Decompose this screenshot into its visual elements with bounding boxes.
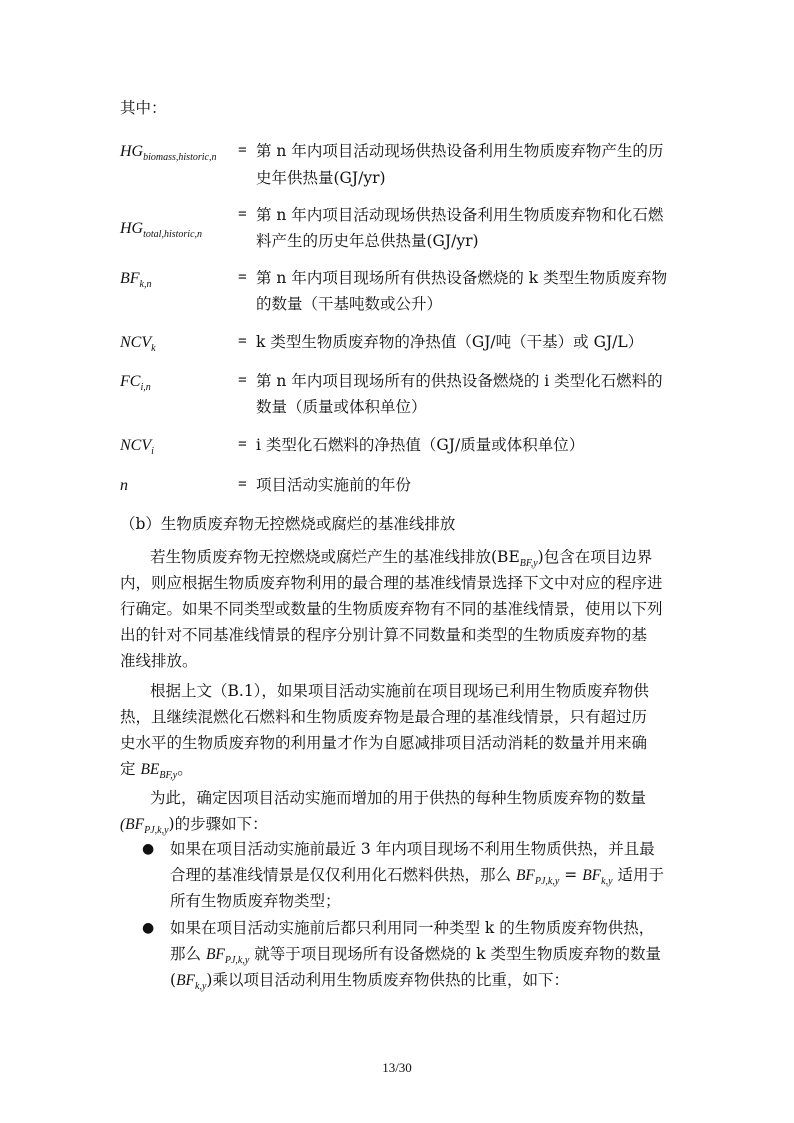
bullet-line: 那么 $BF_{PJ,k,y}$ 就等于项目现场所有设备燃烧的 k 类型生物质废弃物的数量: [170, 945, 661, 967]
bullet-line: 合理的基准线情景是仅仅利用化石燃料供热，那么 $BF_{PJ,k,y} = BF_{k,y}$ 适用于: [170, 866, 664, 888]
bullet-line: 如果在项目活动实施前最近 3 年内项目现场不利用生物质供热，并且最: [170, 840, 655, 858]
paragraph-line: $(BF_{PJ,k,y})$的步骤如下：: [120, 815, 268, 837]
section-heading: （b）生物质废弃物无控燃烧或腐烂的基准线排放: [120, 515, 456, 533]
definition-text: k 类型生物质废弃物的净热值（GJ/吨（干基）或 GJ/L）: [256, 333, 644, 351]
symbol-n: n: [120, 477, 128, 494]
definition-text: i 类型化石燃料的净热值（GJ/质量或体积单位）: [256, 436, 585, 454]
equals-sign: =: [238, 476, 247, 493]
paragraph-line: 内，则应根据生物质废弃物利用的最合理的基准线情景选择下文中对应的程序进: [120, 574, 663, 592]
bullet-dot: ●: [142, 841, 155, 857]
definition-text: 项目活动实施前的年份: [256, 476, 412, 494]
definition-text: 第 n 年内项目现场所有供热设备燃烧的 k 类型生物质废弃物: [256, 269, 668, 287]
definition-text: 第 n 年内项目现场所有的供热设备燃烧的 i 类型化石燃料的: [256, 372, 663, 390]
paragraph-line: 定 $BE_{BF,y}$。: [120, 760, 193, 782]
symbol-bf-kn: $BF_{k,n}$: [120, 270, 152, 291]
page-number: 13/30: [382, 1060, 412, 1075]
symbol-ncv-k: $NCV_k$: [120, 334, 156, 355]
symbol-ncv-i: $NCV_i$: [120, 437, 154, 458]
equals-sign: =: [238, 436, 247, 453]
definition-text: 料产生的历史年总供热量(GJ/yr): [256, 232, 479, 250]
definition-text: 第 n 年内项目活动现场供热设备利用生物质废弃物产生的历: [256, 142, 664, 160]
symbol-fc-in: $FC_{i,n}$: [120, 373, 151, 394]
symbol-hg-biomass: $HG_{biomass,historic,n}$: [120, 143, 217, 164]
paragraph-line: 准线排放。: [120, 652, 198, 670]
bullet-dot: ●: [142, 920, 155, 936]
intro-text: 其中：: [120, 99, 167, 117]
equals-sign: =: [238, 269, 247, 286]
equals-sign: =: [238, 372, 247, 389]
paragraph-line: 根据上文（B.1），如果项目活动实施前在项目现场已利用生物质废弃物供: [150, 682, 649, 700]
equals-sign: =: [238, 142, 247, 159]
paragraph-line: 行确定。如果不同类型或数量的生物质废弃物有不同的基准线情景，使用以下列: [120, 600, 663, 618]
paragraph-line: 史水平的生物质废弃物的利用量才作为自愿减排项目活动消耗的数量并用来确: [120, 734, 648, 752]
bullet-line: $(BF_{k,y})$乘以项目活动利用生物质废弃物供热的比重，如下：: [170, 971, 569, 993]
definition-text: 史年供热量(GJ/yr): [256, 169, 386, 187]
bullet-line: 如果在项目活动实施前后都只利用同一种类型 k 的生物质废弃物供热，: [170, 919, 655, 937]
symbol-hg-total: $HG_{total,historic,n}$: [120, 220, 203, 241]
equals-sign: =: [238, 333, 247, 350]
definition-text: 第 n 年内项目活动现场供热设备利用生物质废弃物和化石燃: [256, 206, 664, 224]
paragraph-line: 若生物质废弃物无控燃烧或腐烂产生的基准线排放$(BE_{BF,y})$包含在项目边界: [150, 548, 653, 570]
equals-sign: =: [238, 206, 247, 223]
paragraph-line: 热，且继续混燃化石燃料和生物质废弃物是最合理的基准线情景，只有超过历: [120, 708, 648, 726]
definition-text: 的数量（干基吨数或公升）: [256, 295, 443, 313]
paragraph-line: 出的针对不同基准线情景的程序分别计算不同数量和类型的生物质废弃物的基: [120, 626, 648, 644]
paragraph-line: 为此，确定因项目活动实施而增加的用于供热的每种生物质废弃物的数量: [150, 789, 647, 807]
bullet-line: 所有生物质废弃物类型；: [170, 892, 341, 910]
definition-text: 数量（质量或体积单位）: [256, 398, 427, 416]
